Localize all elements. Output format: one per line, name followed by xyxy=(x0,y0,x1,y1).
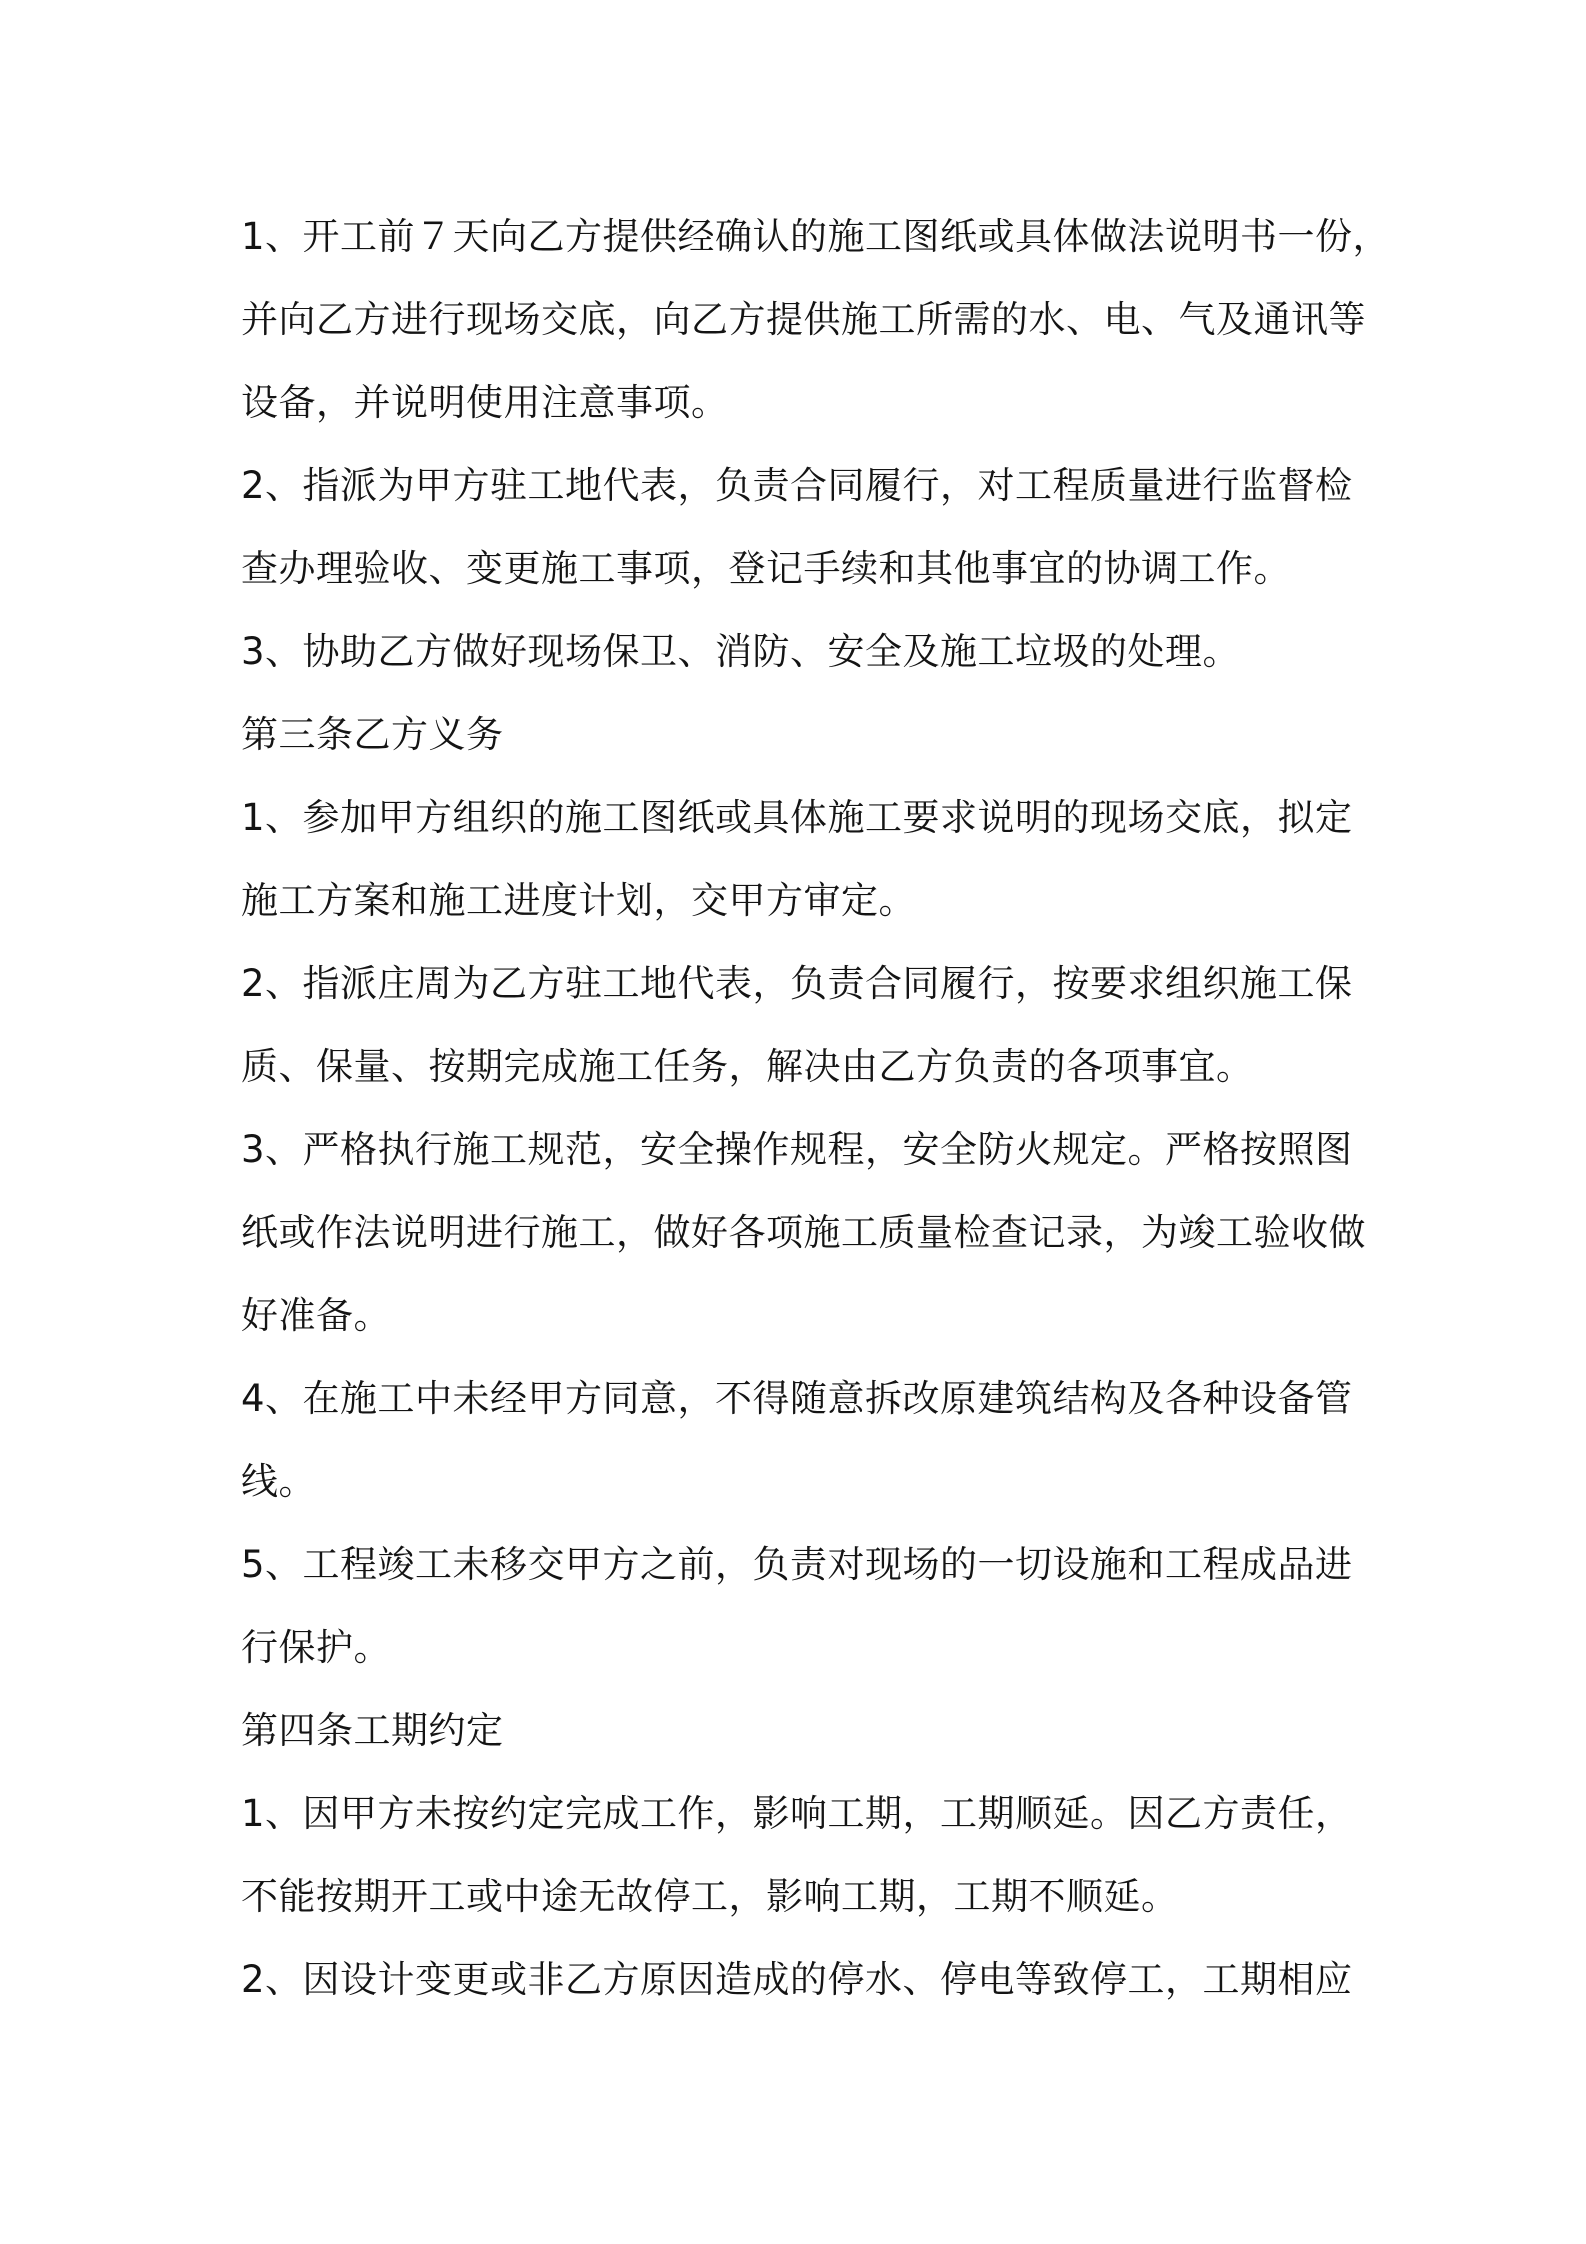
text-line: 设备，并说明使用注意事项。 xyxy=(241,381,729,424)
text-line: 好准备。 xyxy=(241,1294,391,1337)
section-heading: 第三条乙方义务 xyxy=(241,713,504,756)
text-line: 4、在施工中未经甲方同意，不得随意拆改原建筑结构及各种设备管 xyxy=(241,1377,1353,1420)
text-line: 1、参加甲方组织的施工图纸或具体施工要求说明的现场交底，拟定 xyxy=(241,796,1353,839)
text-line: 查办理验收、变更施工事项，登记手续和其他事宜的协调工作。 xyxy=(241,547,1291,590)
section-heading: 第四条工期约定 xyxy=(241,1709,504,1752)
text-line: 1、因甲方未按约定完成工作，影响工期，工期顺延。因乙方责任， xyxy=(241,1792,1353,1835)
text-line: 3、协助乙方做好现场保卫、消防、安全及施工垃圾的处理。 xyxy=(241,630,1241,673)
text-line: 2、指派为甲方驻工地代表，负责合同履行，对工程质量进行监督检 xyxy=(241,464,1353,507)
text-line: 3、严格执行施工规范，安全操作规程，安全防火规定。严格按照图 xyxy=(241,1128,1353,1171)
text-line: 不能按期开工或中途无故停工，影响工期，工期不顺延。 xyxy=(241,1875,1179,1918)
text-line: 1、开工前７天向乙方提供经确认的施工图纸或具体做法说明书一份， xyxy=(241,215,1391,258)
text-line: 施工方案和施工进度计划，交甲方审定。 xyxy=(241,879,916,922)
text-line: 并向乙方进行现场交底，向乙方提供施工所需的水、电、气及通讯等 xyxy=(241,298,1366,341)
text-line: 2、因设计变更或非乙方原因造成的停水、停电等致停工，工期相应 xyxy=(241,1958,1353,2001)
document-body xyxy=(241,195,1391,2021)
text-line: 5、工程竣工未移交甲方之前，负责对现场的一切设施和工程成品进 xyxy=(241,1543,1353,1586)
text-line: 2、指派庄周为乙方驻工地代表，负责合同履行，按要求组织施工保 xyxy=(241,962,1353,1005)
text-line: 质、保量、按期完成施工任务，解决由乙方负责的各项事宜。 xyxy=(241,1045,1254,1088)
text-line: 线。 xyxy=(241,1460,316,1503)
text-line: 行保护。 xyxy=(241,1626,391,1669)
text-line: 纸或作法说明进行施工，做好各项施工质量检查记录，为竣工验收做 xyxy=(241,1211,1366,1254)
